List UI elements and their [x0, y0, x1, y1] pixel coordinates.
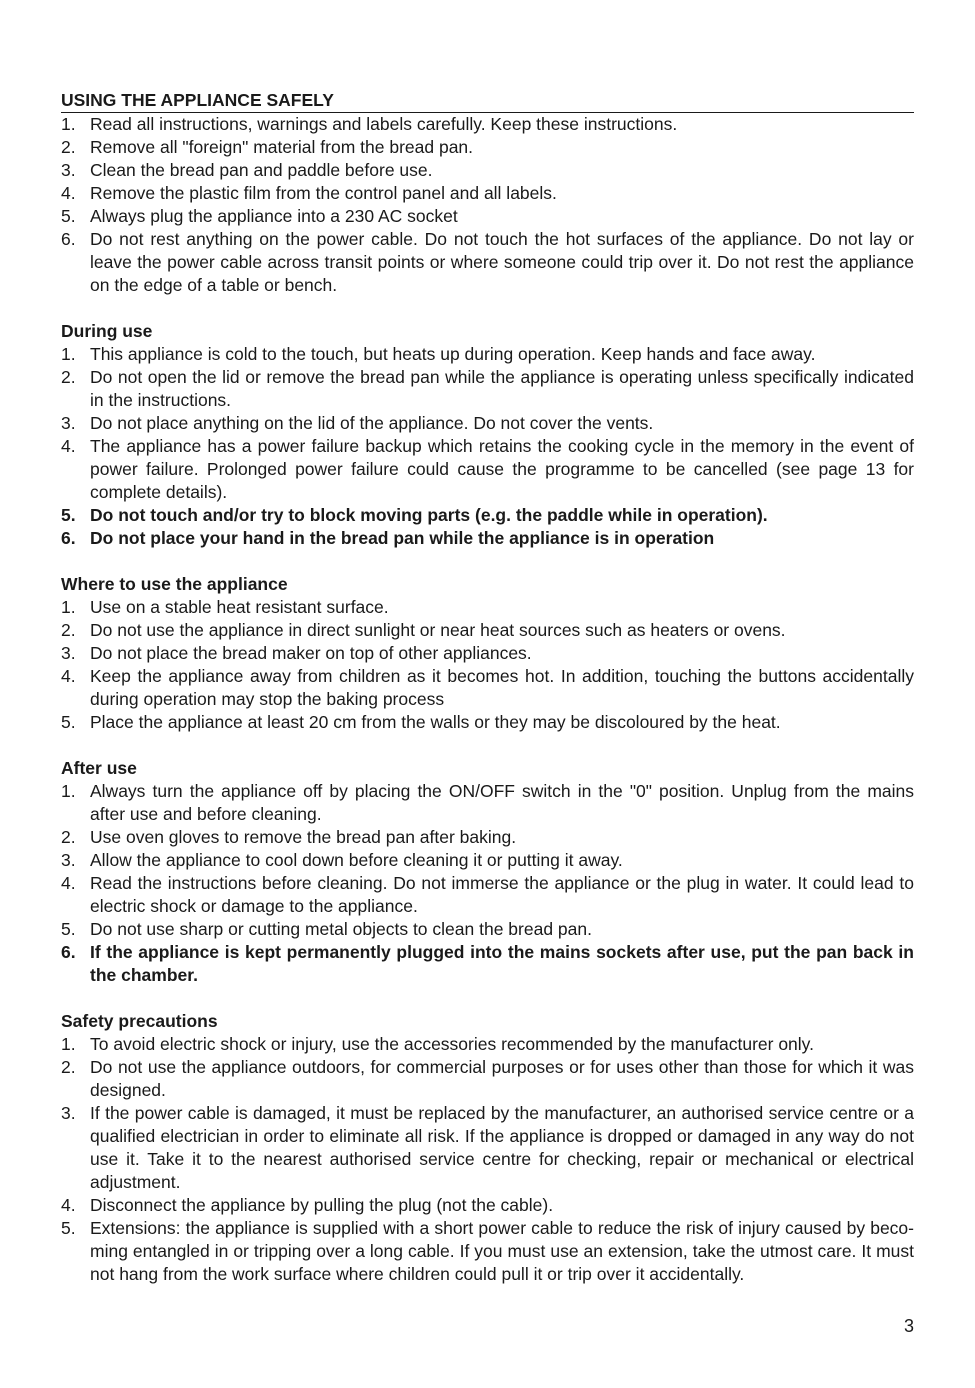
list-item-text: This appliance is cold to the touch, but heats up during operation. Keep hands and face away. [90, 344, 816, 364]
page-heading: USING THE APPLIANCE SAFELY [61, 89, 914, 113]
list-item [61, 205, 914, 228]
list-item-number: 1. [61, 597, 76, 617]
numbered-list [61, 596, 914, 734]
list-item-number: 1. [61, 344, 76, 364]
list-item-text: To avoid electric shock or injury, use the accessories recommended by the manufacturer only. [90, 1034, 814, 1054]
list-item-number: 1. [61, 781, 76, 801]
list-item [61, 343, 914, 366]
list-item-text: Do not use the appliance outdoors, for commercial purposes or for uses other than those for which it was designed. [90, 1057, 914, 1100]
list-item [61, 412, 914, 435]
list-item-number: 5. [61, 206, 76, 226]
list-item-text: Allow the appliance to cool down before cleaning it or putting it away. [90, 850, 623, 870]
list-item [61, 159, 914, 182]
list-item [61, 1033, 914, 1056]
numbered-list [61, 343, 914, 550]
page-number: 3 [903, 1316, 914, 1336]
list-item [61, 136, 914, 159]
list-item-text: Always plug the appliance into a 230 AC socket [90, 206, 458, 226]
numbered-list [61, 1033, 914, 1286]
list-item-number: 5. [61, 712, 76, 732]
list-item [61, 182, 914, 205]
list-item [61, 619, 914, 642]
list-item-number: 2. [61, 1057, 76, 1077]
list-item-text: Disconnect the appliance by pulling the plug (not the cable). [90, 1195, 554, 1215]
list-item-number: 4. [61, 436, 76, 456]
list-item-number: 1. [61, 1034, 76, 1054]
list-item-text: Do not place the bread maker on top of other appliances. [90, 643, 532, 663]
numbered-list [61, 113, 914, 297]
list-item-text: Remove all "foreign" material from the bread pan. [90, 137, 474, 157]
list-item [61, 1217, 914, 1286]
section-heading: Safety precautions [61, 1011, 218, 1031]
list-item-text: Do not place your hand in the bread pan while the appliance is in operation [90, 528, 715, 548]
list-item-text: Remove the plastic film from the control panel and all labels. [90, 183, 557, 203]
section-heading: During use [61, 321, 153, 341]
list-item-text: Always turn the appliance off by placing the ON/OFF switch in the "0" position. Unplug from the mains after use and before cleaning. [90, 781, 914, 824]
section [61, 757, 914, 987]
list-item-text: Read the instructions before cleaning. Do not immerse the appliance or the plug in water. It could lead to electric shock or damage to the appliance. [90, 873, 914, 916]
list-item-text: Use on a stable heat resistant surface. [90, 597, 389, 617]
section-heading: After use [61, 758, 137, 778]
list-item-text: Do not use sharp or cutting metal objects to clean the bread pan. [90, 919, 592, 939]
list-item-number: 2. [61, 137, 76, 157]
list-item-number: 1. [61, 114, 76, 134]
list-item-number: 4. [61, 1195, 76, 1215]
list-item [61, 665, 914, 711]
list-item-text: Do not touch and/or try to block moving parts (e.g. the paddle while in operation). [90, 505, 768, 525]
list-item-text: Place the appliance at least 20 cm from the walls or they may be discoloured by the heat. [90, 712, 781, 732]
list-item-text: Use oven gloves to remove the bread pan after baking. [90, 827, 517, 847]
list-item-text: Extensions: the appliance is supplied with a short power cable to reduce the risk of injury caused by becoming entangled in or tripping over a long cable. If you must use an extension, take the utmost care. It must not hang from the work surface where children could pull it or trip over it accidentally. [90, 1218, 914, 1284]
list-item-number: 3. [61, 850, 76, 870]
list-item-text: Do not open the lid or remove the bread pan while the appliance is operating unless specifically indicated in the instructions. [90, 367, 914, 410]
list-item-number: 3. [61, 1103, 76, 1123]
list-item-number: 5. [61, 1218, 76, 1238]
list-item [61, 1102, 914, 1194]
list-item [61, 504, 914, 527]
list-item-number: 2. [61, 827, 76, 847]
list-item [61, 826, 914, 849]
list-item-text: Read all instructions, warnings and labels carefully. Keep these instructions. [90, 114, 678, 134]
list-item-text: Clean the bread pan and paddle before use. [90, 160, 433, 180]
list-item-number: 3. [61, 413, 76, 433]
list-item [61, 228, 914, 297]
list-item-number: 4. [61, 183, 76, 203]
list-item-number: 3. [61, 643, 76, 663]
list-item [61, 872, 914, 918]
list-item [61, 711, 914, 734]
list-item-number: 5. [61, 919, 76, 939]
list-item [61, 113, 914, 136]
list-item-number: 6. [61, 942, 76, 962]
list-item-number: 4. [61, 666, 76, 686]
list-item [61, 918, 914, 941]
list-item-text: Do not rest anything on the power cable. Do not touch the hot surfaces of the appliance. Do not lay or leave the power cable across transit points or where someone could trip over it. Do not rest the appliance on the edge of a table or bench. [90, 229, 914, 295]
list-item-number: 5. [61, 505, 76, 525]
section [61, 89, 914, 297]
list-item [61, 941, 914, 987]
section [61, 573, 914, 734]
section-heading: Where to use the appliance [61, 574, 288, 594]
list-item [61, 1056, 914, 1102]
list-item [61, 596, 914, 619]
list-item-text: If the power cable is damaged, it must be replaced by the manufacturer, an authorised service centre or a qualified electrician in order to eliminate all risk. If the appliance is dropped or damaged in any way do not use it. Take it to the nearest authorised service centre for checking, repair or mechanical or electrical adjustment. [90, 1103, 914, 1192]
list-item [61, 366, 914, 412]
list-item-number: 2. [61, 620, 76, 640]
document-body [61, 89, 914, 1286]
list-item-text: If the appliance is kept permanently plugged into the mains sockets after use, put the pan back in the chamber. [90, 942, 914, 985]
list-item-number: 4. [61, 873, 76, 893]
list-item [61, 642, 914, 665]
list-item-number: 2. [61, 367, 76, 387]
section [61, 1010, 914, 1286]
list-item-text: Do not use the appliance in direct sunlight or near heat sources such as heaters or ovens. [90, 620, 786, 640]
numbered-list [61, 780, 914, 987]
list-item-number: 6. [61, 229, 76, 249]
list-item-text: Keep the appliance away from children as it becomes hot. In addition, touching the buttons accidentally during operation may stop the baking process [90, 666, 914, 709]
list-item-text: The appliance has a power failure backup which retains the cooking cycle in the memory in the event of power failure. Prolonged power failure could cause the programme to be cancelled (see page 13 for complete details). [90, 436, 914, 502]
list-item [61, 527, 914, 550]
list-item [61, 435, 914, 504]
section [61, 320, 914, 550]
list-item-text: Do not place anything on the lid of the appliance. Do not cover the vents. [90, 413, 654, 433]
list-item [61, 780, 914, 826]
list-item [61, 1194, 914, 1217]
list-item-number: 3. [61, 160, 76, 180]
list-item [61, 849, 914, 872]
list-item-number: 6. [61, 528, 76, 548]
